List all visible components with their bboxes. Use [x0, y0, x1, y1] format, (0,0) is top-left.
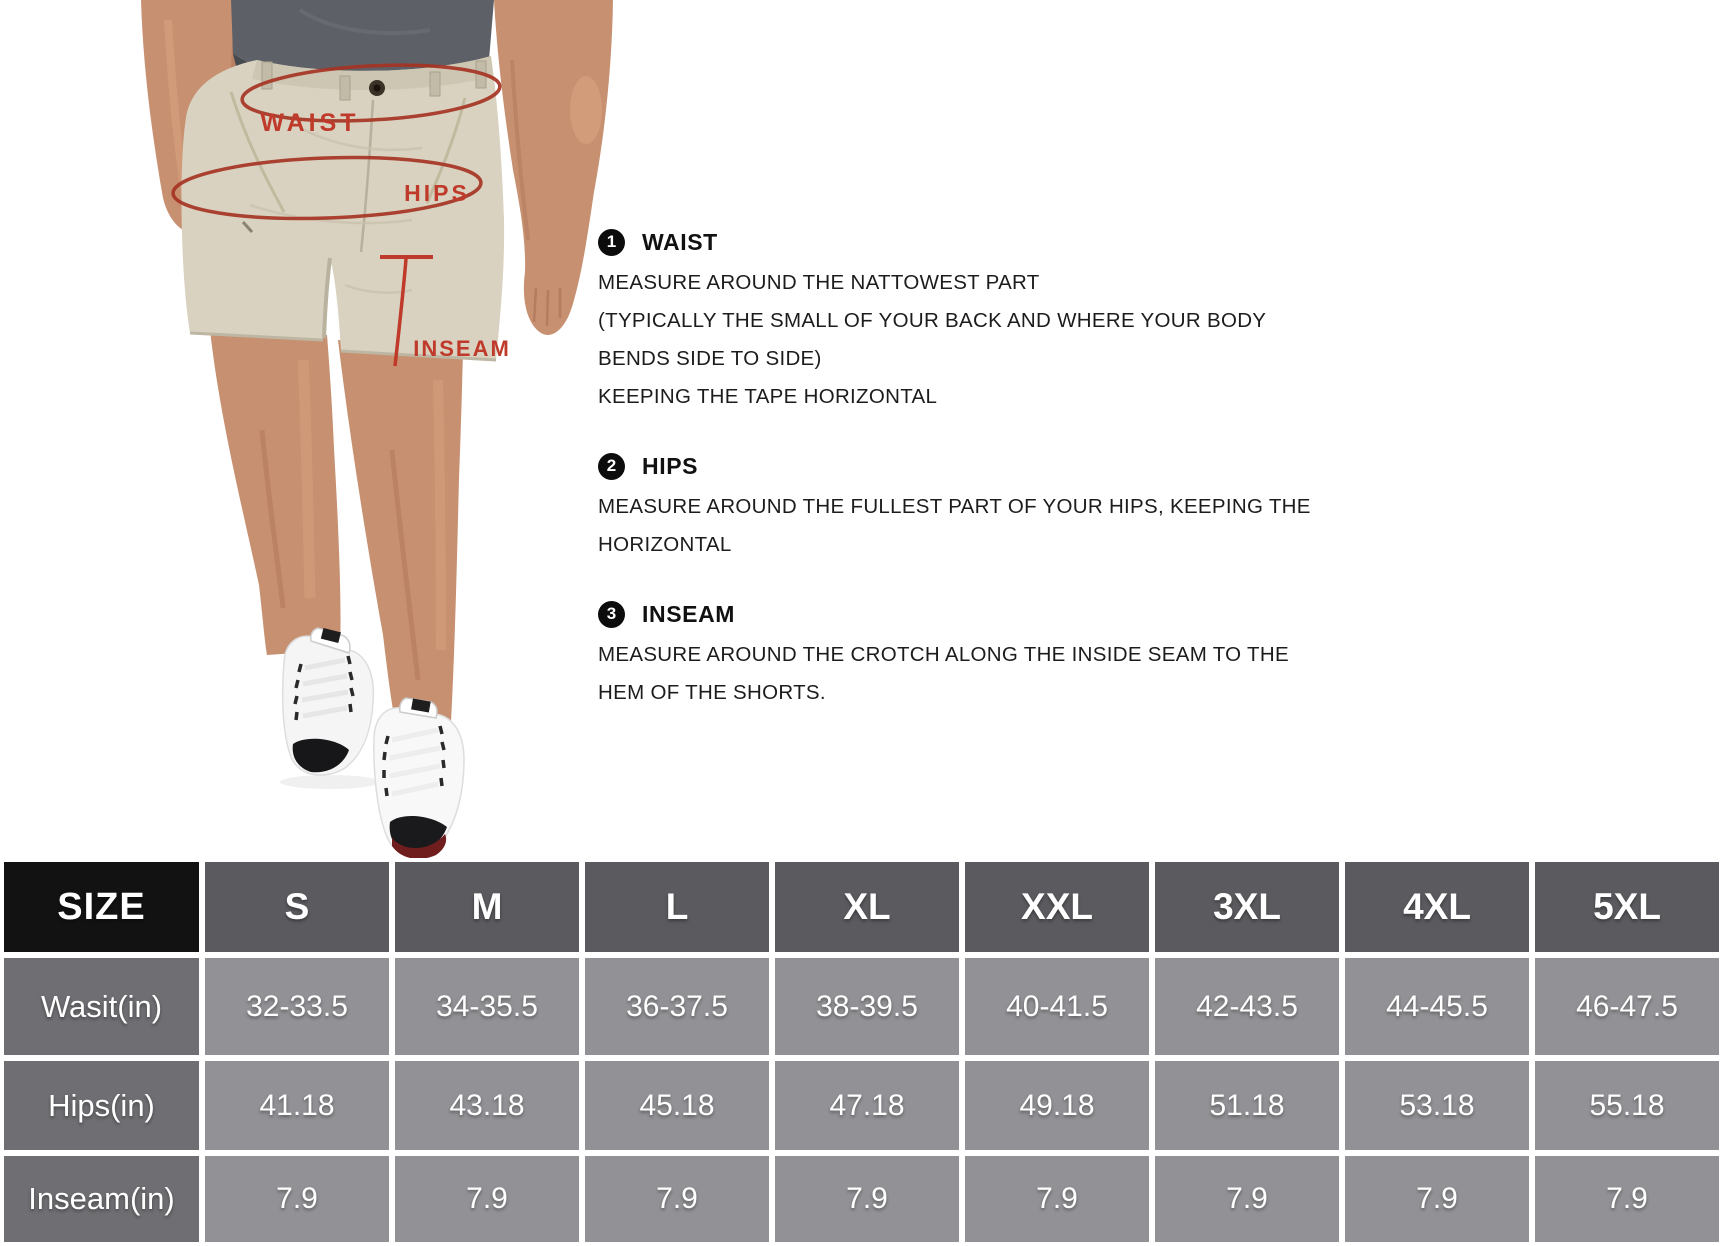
- size-column-header: 4XL: [1345, 862, 1529, 952]
- size-column-header: 3XL: [1155, 862, 1339, 952]
- instruction-title: WAIST: [642, 228, 718, 255]
- instruction-body: [598, 264, 1358, 416]
- instruction-hips: [598, 452, 1358, 564]
- right-arm: [494, 0, 613, 335]
- size-value-cell: 34-35.5: [395, 958, 579, 1055]
- instruction-line: BENDS SIDE TO SIDE): [598, 347, 822, 370]
- size-column-header: 5XL: [1535, 862, 1719, 952]
- size-table: [0, 858, 1723, 1246]
- size-value-cell: 38-39.5: [775, 958, 959, 1055]
- instruction-heading: [598, 228, 1358, 256]
- size-value-cell: 7.9: [775, 1156, 959, 1242]
- size-table-corner-header: SIZE: [4, 862, 199, 952]
- instruction-line: KEEPING THE TAPE HORIZONTAL: [598, 385, 938, 408]
- instruction-inseam: [598, 600, 1358, 712]
- size-value-cell: 47.18: [775, 1061, 959, 1150]
- step-number-badge: 1: [598, 229, 625, 256]
- size-value-cell: 55.18: [1535, 1061, 1719, 1150]
- instruction-line: (TYPICALLY THE SMALL OF YOUR BACK AND WHERE YOUR BODY: [598, 309, 1267, 332]
- size-value-cell: 53.18: [1345, 1061, 1529, 1150]
- model-photo-illustration: [0, 0, 620, 858]
- size-column-header: XXL: [965, 862, 1149, 952]
- size-value-cell: 7.9: [205, 1156, 389, 1242]
- instruction-title: INSEAM: [642, 600, 736, 627]
- instruction-title: HIPS: [642, 452, 699, 479]
- size-value-cell: 44-45.5: [1345, 958, 1529, 1055]
- size-value-cell: 46-47.5: [1535, 958, 1719, 1055]
- size-value-cell: 45.18: [585, 1061, 769, 1150]
- size-value-cell: 43.18: [395, 1061, 579, 1150]
- instruction-heading: [598, 452, 1358, 480]
- instruction-line: HEM OF THE SHORTS.: [598, 681, 826, 704]
- size-value-cell: 40-41.5: [965, 958, 1149, 1055]
- inseam-label: INSEAM: [413, 336, 511, 361]
- size-value-cell: 51.18: [1155, 1061, 1339, 1150]
- instruction-line: MEASURE AROUND THE FULLEST PART OF YOUR HIPS, KEEPING THE: [598, 495, 1311, 518]
- instruction-line: MEASURE AROUND THE NATTOWEST PART: [598, 271, 1040, 294]
- size-column-header: XL: [775, 862, 959, 952]
- hips-label: HIPS: [404, 180, 470, 206]
- size-value-cell: 7.9: [965, 1156, 1149, 1242]
- waist-label: WAIST: [260, 109, 360, 137]
- size-column-header: M: [395, 862, 579, 952]
- left-shoe: [283, 628, 374, 775]
- size-value-cell: 36-37.5: [585, 958, 769, 1055]
- size-value-cell: 7.9: [395, 1156, 579, 1242]
- shorts: [181, 56, 504, 360]
- size-row-label: Wasit(in): [4, 958, 199, 1055]
- instruction-heading: [598, 600, 1358, 628]
- size-value-cell: 7.9: [585, 1156, 769, 1242]
- instruction-body: [598, 488, 1358, 564]
- size-value-cell: 42-43.5: [1155, 958, 1339, 1055]
- ground-shadow: [280, 775, 380, 789]
- size-value-cell: 7.9: [1345, 1156, 1529, 1242]
- size-value-cell: 7.9: [1535, 1156, 1719, 1242]
- size-row-label: Hips(in): [4, 1061, 199, 1150]
- size-value-cell: 32-33.5: [205, 958, 389, 1055]
- instruction-line: MEASURE AROUND THE CROTCH ALONG THE INSIDE SEAM TO THE: [598, 643, 1289, 666]
- size-value-cell: 41.18: [205, 1061, 389, 1150]
- measuring-instructions: [598, 228, 1358, 748]
- instruction-body: [598, 636, 1358, 712]
- right-shoe: [374, 698, 464, 858]
- instruction-line: HORIZONTAL: [598, 533, 732, 556]
- step-number-badge: 2: [598, 453, 625, 480]
- size-value-cell: 7.9: [1155, 1156, 1339, 1242]
- size-value-cell: 49.18: [965, 1061, 1149, 1150]
- size-column-header: L: [585, 862, 769, 952]
- size-row-label: Inseam(in): [4, 1156, 199, 1242]
- model-photo: [0, 0, 620, 858]
- size-column-header: S: [205, 862, 389, 952]
- step-number-badge: 3: [598, 601, 625, 628]
- instruction-waist: [598, 228, 1358, 416]
